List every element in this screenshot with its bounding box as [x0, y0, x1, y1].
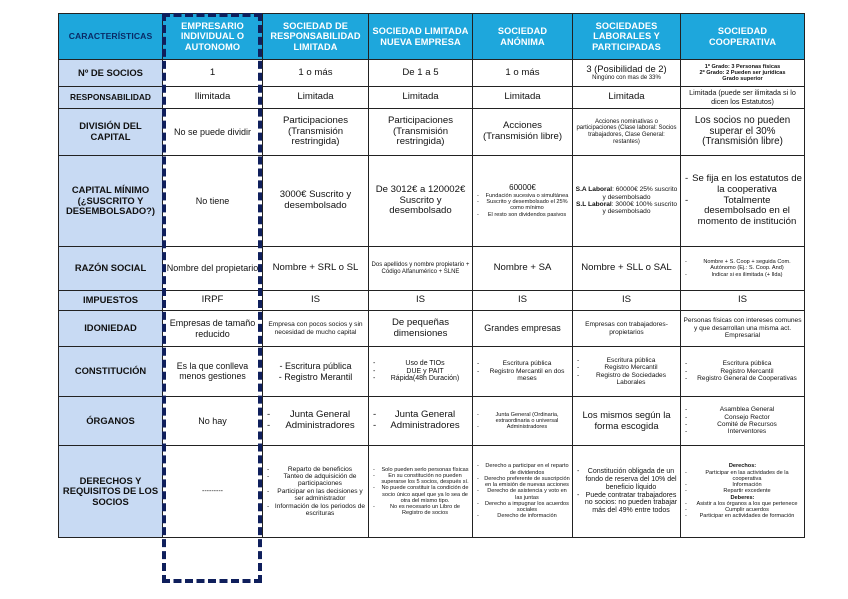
socios-coop-line-3: Grado superior	[722, 76, 763, 83]
header-cooperativa: SOCIEDAD COOPERATIVA	[681, 14, 805, 60]
list-item: - Se fija en los estatutos de la cooperativa	[685, 174, 802, 195]
der-laborales-list	[575, 468, 678, 515]
cell-ido-srl: Empresa con pocos socios y sin necesidad de mucho capital	[263, 311, 369, 347]
cell-socios-srl: 1 o más	[263, 60, 369, 87]
row-label-responsabilidad: RESPONSABILIDAD	[59, 87, 163, 109]
cell-org-sa	[473, 397, 573, 446]
cell-impuestos-srl: IS	[263, 291, 369, 311]
capital-sll	[575, 201, 678, 216]
list-item: - Información de los periodos de escrituras	[267, 503, 366, 518]
cell-cons-laborales	[573, 347, 681, 397]
header-row	[59, 14, 805, 60]
row-constitucion	[59, 347, 805, 397]
cons-slne-list	[371, 360, 470, 383]
list-item: - Reparto de beneficios	[267, 466, 366, 473]
list-item: - Administradores	[373, 421, 470, 432]
header-laborales: SOCIEDADES LABORALES Y PARTICIPADAS	[573, 14, 681, 60]
list-item: - Fundación sucesiva o simultánea	[477, 193, 570, 199]
header-empresario-individual: EMPRESARIO INDIVIDUAL O AUTONOMO	[163, 14, 263, 60]
list-item: - Cumplir acuerdos	[685, 507, 802, 513]
org-sa-list	[475, 412, 570, 431]
list-item: - Participar en las decisiones y ser administrador	[267, 488, 366, 503]
list-item: - Junta General (Ordinaria, extraordinaria o universal	[477, 412, 570, 425]
cell-capital-individual: No tiene	[163, 156, 263, 247]
cell-ido-slne: De pequeñas dimensiones	[369, 311, 473, 347]
list-item: - Administradores	[477, 424, 570, 430]
cell-impuestos-laborales: IS	[573, 291, 681, 311]
cell-socios-individual: 1	[163, 60, 263, 87]
cell-der-sa	[473, 446, 573, 538]
cell-impuestos-cooperativa: IS	[681, 291, 805, 311]
razon-coop-list	[683, 259, 802, 278]
row-label-idoneidad: IDONIEDAD	[59, 311, 163, 347]
cell-division-individual: No se puede dividir	[163, 109, 263, 156]
capital-sal-label: S.A Laboral	[575, 186, 613, 194]
list-item: - No puede constituir la condición de socio único aquel que ya lo sea de otra del mismo tipo.	[373, 485, 470, 504]
header-caracteristicas: CARACTERÍSTICAS	[59, 14, 163, 60]
cell-resp-slne: Limitada	[369, 87, 473, 109]
cell-capital-sa	[473, 156, 573, 247]
cell-org-slne	[369, 397, 473, 446]
cell-resp-cooperativa: Limitada (puede ser ilimitada si lo dicen los Estatutos)	[681, 87, 805, 109]
cell-razon-srl: Nombre + SRL o SL	[263, 247, 369, 291]
cell-org-srl	[263, 397, 369, 446]
cell-cons-slne	[369, 347, 473, 397]
row-label-organos: ÓRGANOS	[59, 397, 163, 446]
der-sa-list	[475, 463, 570, 519]
cell-der-laborales	[573, 446, 681, 538]
cell-razon-laborales: Nombre + SLL o SAL	[573, 247, 681, 291]
row-label-division: DIVISIÓN DEL CAPITAL	[59, 109, 163, 156]
cell-der-individual: ---------	[163, 446, 263, 538]
list-item: - Registro General de Cooperativas	[685, 375, 802, 382]
cell-razon-cooperativa	[681, 247, 805, 291]
list-item: - Derecho a participar en el reparto de dividendos	[477, 463, 570, 476]
capital-coop-list	[683, 174, 802, 228]
row-label-impuestos: IMPUESTOS	[59, 291, 163, 311]
list-item: - Constitución obligada de un fondo de reserva del 10% del beneficio líquido	[577, 468, 678, 491]
row-responsabilidad	[59, 87, 805, 109]
list-item: - DUE y PAIT	[373, 368, 470, 376]
cell-capital-cooperativa	[681, 156, 805, 247]
list-item: - Derecho preferente de suscripción en la emisión de nuevas acciones	[477, 476, 570, 489]
cell-division-srl: Participaciones (Transmisión restringida)	[263, 109, 369, 156]
list-item: - Tanteo de adquisición de participaciones	[267, 473, 366, 488]
cons-sa-list	[475, 360, 570, 382]
list-item: - No es necesario un Libro de Registro de socios	[373, 504, 470, 517]
socios-coop-line-1: 1º Grado: 3 Personas físicas	[704, 63, 781, 70]
list-item: - Registro Merantil	[278, 371, 353, 382]
list-item: - En su constitución no pueden superarse los 5 socios, después sí.	[373, 473, 470, 486]
list-item: - Nombre + S. Coop + seguida Com. Autónomo (Ej.: S. Coop. And)	[685, 259, 802, 272]
list-item: - Escritura pública	[685, 360, 802, 367]
list-item: - Asistir a los órganos a los que pertenece	[685, 501, 802, 507]
cell-impuestos-sa: IS	[473, 291, 573, 311]
list-item: - Comité de Recursos	[685, 421, 802, 428]
cell-cons-cooperativa	[681, 347, 805, 397]
list-item: - Participar en las actividades de la cooperativa	[685, 470, 802, 483]
list-item: - Interventores	[685, 428, 802, 435]
list-item: - Registro de Sociedades Laborales	[577, 372, 678, 387]
list-item: - Registro Mercantil	[685, 368, 802, 375]
row-division-capital	[59, 109, 805, 156]
row-label-constitucion: CONSTITUCIÓN	[59, 347, 163, 397]
company-types-table	[58, 13, 805, 538]
row-idoneidad	[59, 311, 805, 347]
list-item: - Junta General	[267, 410, 366, 421]
row-socios	[59, 60, 805, 87]
list-item: - Junta General	[373, 410, 470, 421]
row-capital-minimo	[59, 156, 805, 247]
socios-coop-line-2: 2º Grado: 2 Pueden ser jurídicas	[699, 69, 786, 76]
cell-razon-sa: Nombre + SA	[473, 247, 573, 291]
list-item: - Registro Mercantil en dos meses	[477, 368, 570, 383]
cell-cons-srl	[263, 347, 369, 397]
capital-sll-text: : 3000€ 100% suscrito y desembolsado	[602, 201, 678, 216]
cell-org-cooperativa	[681, 397, 805, 446]
der-slne-list	[371, 467, 470, 517]
cell-org-individual: No hay	[163, 397, 263, 446]
cell-division-laborales: Acciones nominativas o participaciones (Clase laboral: Socios trabajadores, Clase General: restantes)	[573, 109, 681, 156]
cell-cons-sa	[473, 347, 573, 397]
row-label-razon: RAZÓN SOCIAL	[59, 247, 163, 291]
der-coop-deberes-label: Deberes:	[730, 494, 755, 501]
cell-ido-cooperativa: Personas físicas con intereses comunes y que desarrollan una misma act. Empresarial	[681, 311, 805, 347]
cell-der-srl	[263, 446, 369, 538]
list-item: - Solo pueden serlo personas físicas	[373, 467, 470, 473]
list-item: - Repartir excedente	[685, 488, 802, 494]
cell-socios-laborales	[573, 60, 681, 87]
list-item: - Derecho a impugnar los acuerdos sociales	[477, 501, 570, 514]
cons-laborales-list	[575, 357, 678, 387]
cell-der-cooperativa	[681, 446, 805, 538]
cell-der-slne	[369, 446, 473, 538]
org-coop-list	[683, 406, 802, 436]
der-coop-deberes-list	[683, 501, 802, 520]
row-label-derechos: DERECHOS Y REQUISITOS DE LOS SOCIOS	[59, 446, 163, 538]
list-item: - Escritura pública	[577, 357, 678, 364]
list-item: - Puede contratar trabajadores no socios: no pueden trabajar más del 49% entre todos	[577, 492, 678, 515]
list-item: - Escritura pública	[279, 361, 352, 372]
header-slne: SOCIEDAD LIMITADA NUEVA EMPRESA	[369, 14, 473, 60]
list-item: - Suscrito y desembolsado el 25% como mínimo	[477, 199, 570, 212]
list-item: - Administradores	[267, 421, 366, 432]
cons-coop-list	[683, 360, 802, 382]
list-item: - Asamblea General	[685, 406, 802, 413]
socios-laborales-main: 3 (Posibilidad de 2)	[586, 63, 667, 75]
socios-laborales-note: Ningúno con mas de 33%	[592, 74, 661, 81]
row-impuestos	[59, 291, 805, 311]
capital-sa-list	[475, 193, 570, 218]
list-item: - Indicar si es ilimitada (+ Ilda)	[685, 272, 802, 278]
cell-division-sa: Acciones (Transmisión libre)	[473, 109, 573, 156]
capital-sal-text: : 60000€ 25% suscrito y desembolsado	[602, 186, 678, 201]
cell-resp-srl: Limitada	[263, 87, 369, 109]
list-item: - Rápida(48h Duración)	[373, 375, 470, 383]
cell-socios-slne: De 1 a 5	[369, 60, 473, 87]
cell-resp-individual: Ilimitada	[163, 87, 263, 109]
list-item: - Derecho de información	[477, 513, 570, 519]
cell-capital-laborales	[573, 156, 681, 247]
list-item: - Información	[685, 482, 802, 488]
list-item: - Participar en actividades de formación	[685, 513, 802, 519]
cell-resp-laborales: Limitada	[573, 87, 681, 109]
cell-division-cooperativa: Los socios no pueden superar el 30% (Transmisión libre)	[681, 109, 805, 156]
list-item: - Uso de TIOs	[373, 360, 470, 368]
list-item: - Escritura pública	[477, 360, 570, 367]
cell-ido-laborales: Empresas con trabajadores-propietarios	[573, 311, 681, 347]
cell-razon-slne: Dos apellidos y nombre propietario + Código Alfanumérico + SLNE	[369, 247, 473, 291]
cell-ido-sa: Grandes empresas	[473, 311, 573, 347]
org-slne-list	[371, 410, 470, 431]
cell-impuestos-individual: IRPF	[163, 291, 263, 311]
row-derechos	[59, 446, 805, 538]
cell-capital-srl: 3000€ Suscrito y desembolsado	[263, 156, 369, 247]
header-sa: SOCIEDAD ANÓNIMA	[473, 14, 573, 60]
der-coop-derechos-label: Derechos:	[728, 463, 757, 470]
cell-ido-individual: Empresas de tamaño reducido	[163, 311, 263, 347]
der-srl-list	[265, 466, 366, 518]
header-srl: SOCIEDAD DE RESPONSABILIDAD LIMITADA	[263, 14, 369, 60]
list-item: - Derecho de asistencia y voto en las juntas	[477, 488, 570, 501]
capital-sll-label: S.L Laboral	[575, 201, 612, 208]
capital-sal	[575, 186, 678, 201]
cell-cons-individual: Es la que conlleva menos gestiones	[163, 347, 263, 397]
row-organos	[59, 397, 805, 446]
cell-org-laborales: Los mismos según la forma escogida	[573, 397, 681, 446]
cell-razon-individual: Nombre del propietario	[163, 247, 263, 291]
list-item: - El resto son dividendos pasivos	[477, 212, 570, 218]
cell-socios-cooperativa	[681, 60, 805, 87]
row-razon-social	[59, 247, 805, 291]
row-label-capital: CAPITAL MÍNIMO (¿SUSCRITO Y DESEMBOLSADO?)	[59, 156, 163, 247]
capital-sa-title: 60000€	[509, 183, 536, 193]
cell-capital-slne: De 3012€ a 120002€ Suscrito y desembolsado	[369, 156, 473, 247]
cell-resp-sa: Limitada	[473, 87, 573, 109]
list-item: - Consejo Rector	[685, 414, 802, 421]
org-srl-list	[265, 410, 366, 431]
list-item: - Registro Mercantil	[577, 364, 678, 371]
cell-socios-sa: 1 o más	[473, 60, 573, 87]
der-coop-derechos-list	[683, 470, 802, 495]
list-item: - Totalmente desembolsado en el momento de institución	[685, 196, 802, 228]
cell-division-slne: Participaciones (Transmisión restringida)	[369, 109, 473, 156]
cell-impuestos-slne: IS	[369, 291, 473, 311]
comparison-table-wrapper	[58, 13, 804, 538]
row-label-socios: Nº DE SOCIOS	[59, 60, 163, 87]
